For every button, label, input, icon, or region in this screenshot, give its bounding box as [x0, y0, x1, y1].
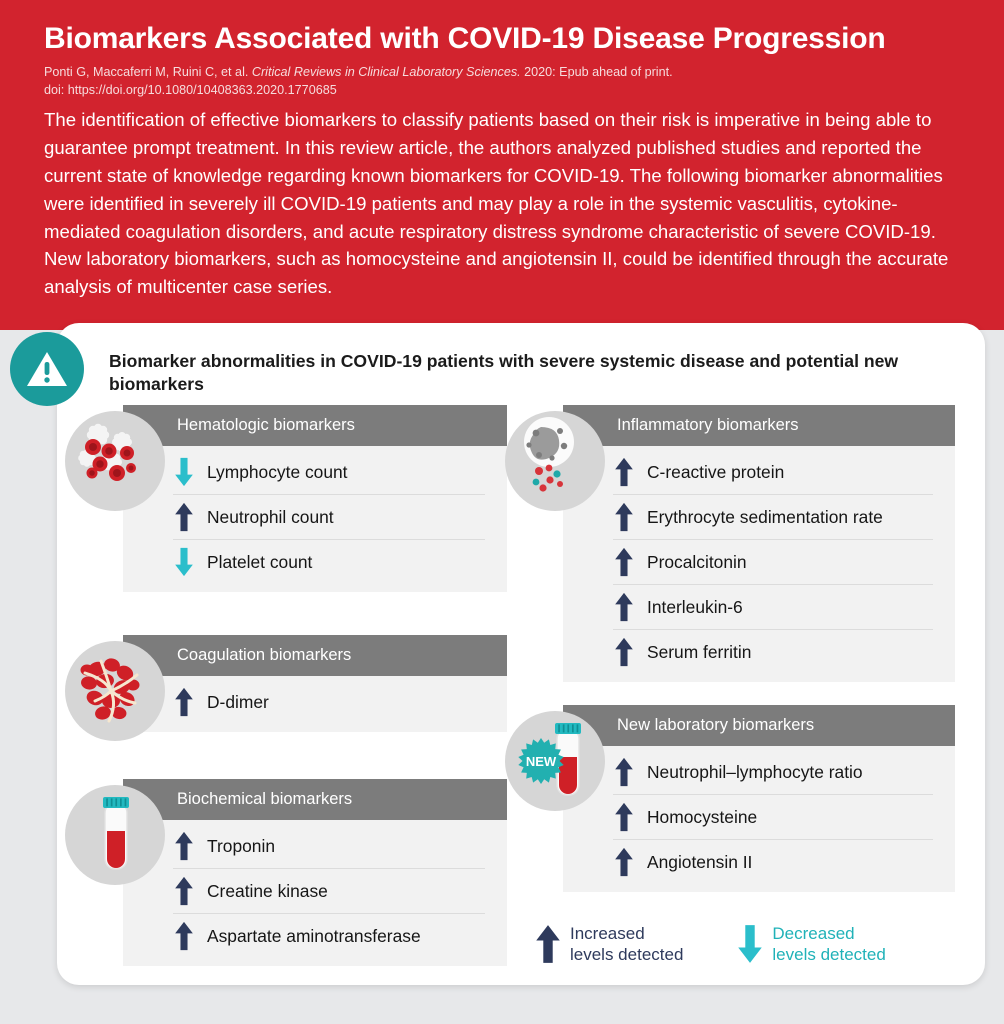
inflammatory-cell-icon — [505, 411, 605, 511]
blood-test-tube-icon — [65, 785, 165, 885]
legend-increased — [535, 923, 683, 966]
biomarker-card — [57, 323, 985, 985]
biomarker-row[interactable] — [613, 539, 933, 584]
svg-text:NEW: NEW — [525, 754, 557, 769]
warning-badge — [10, 332, 84, 406]
group-header-coagulation — [123, 635, 507, 676]
biomarker-label: Aspartate aminotransferase — [207, 925, 421, 946]
biomarker-row[interactable] — [613, 450, 933, 494]
arrow-up-icon — [173, 921, 195, 951]
hero-banner — [0, 0, 1004, 330]
group-header-label: Coagulation biomarkers — [177, 646, 352, 664]
biomarker-label: Lymphocyte count — [207, 461, 348, 482]
group-header-label: New laboratory biomarkers — [617, 716, 815, 734]
citation-doi[interactable]: doi: https://doi.org/10.1080/10408363.2020.1770685 — [44, 83, 337, 98]
arrow-up-icon — [173, 502, 195, 532]
biomarker-label: Procalcitonin — [647, 551, 747, 572]
card-title: Biomarker abnormalities in COVID-19 patients with severe systemic disease and potential new biomarkers — [109, 351, 899, 395]
arrow-up-icon — [613, 847, 635, 877]
arrow-up-icon — [613, 757, 635, 787]
group-header-inflammatory — [563, 405, 955, 446]
biomarker-row[interactable] — [173, 913, 485, 958]
arrow-up-icon — [613, 457, 635, 487]
biomarker-row[interactable] — [173, 494, 485, 539]
biomarker-label: Interleukin-6 — [647, 596, 743, 617]
arrow-up-icon — [613, 802, 635, 832]
biomarker-label: Angiotensin II — [647, 851, 753, 872]
group-header-hematologic — [123, 405, 507, 446]
legend — [535, 923, 886, 966]
biomarker-row[interactable] — [173, 539, 485, 584]
biomarker-label: Platelet count — [207, 551, 313, 572]
group-body-new-laboratory — [563, 746, 955, 892]
group-body-biochemical — [123, 820, 507, 966]
arrow-up-icon — [173, 831, 195, 861]
group-body-hematologic — [123, 446, 507, 592]
blood-clot-icon — [65, 641, 165, 741]
biomarker-row[interactable] — [613, 494, 933, 539]
legend-decreased-line1: Decreased — [772, 924, 855, 943]
arrow-up-icon — [173, 687, 195, 717]
group-header-label: Inflammatory biomarkers — [617, 416, 799, 434]
citation-journal: Critical Reviews in Clinical Laboratory Sciences. — [251, 65, 521, 79]
biomarker-row[interactable] — [613, 584, 933, 629]
group-body-inflammatory — [563, 446, 955, 682]
arrow-up-icon — [613, 547, 635, 577]
legend-decreased-text — [772, 923, 885, 966]
group-body-coagulation — [123, 676, 507, 732]
page-title: Biomarkers Associated with COVID-19 Disease Progression — [44, 22, 886, 55]
arrow-down-icon — [173, 547, 195, 577]
arrow-up-icon — [613, 592, 635, 622]
group-header-label: Hematologic biomarkers — [177, 416, 355, 434]
arrow-up-icon — [613, 637, 635, 667]
legend-increased-line2: levels detected — [570, 945, 684, 965]
arrow-up-icon — [535, 924, 561, 964]
legend-increased-text — [570, 923, 683, 966]
group-header-new-laboratory — [563, 705, 955, 746]
biomarker-row[interactable] — [173, 868, 485, 913]
biomarker-row[interactable] — [613, 794, 933, 839]
biomarker-row[interactable] — [173, 824, 485, 868]
legend-decreased-line2: levels detected — [772, 945, 886, 965]
arrow-up-icon — [613, 502, 635, 532]
legend-increased-line1: Increased — [570, 924, 645, 943]
arrow-down-icon — [173, 457, 195, 487]
group-header-biochemical — [123, 779, 507, 820]
arrow-down-icon — [737, 924, 763, 964]
biomarker-label: Homocysteine — [647, 806, 758, 827]
biomarker-row[interactable] — [613, 750, 933, 794]
citation-authors: Ponti G, Maccaferri M, Ruini C, et al. — [44, 65, 249, 79]
biomarker-row[interactable] — [173, 680, 485, 724]
biomarker-label: Neutrophil–lymphocyte ratio — [647, 761, 863, 782]
biomarker-label: Troponin — [207, 835, 275, 856]
biomarker-label: Serum ferritin — [647, 641, 752, 662]
biomarker-label: C-reactive protein — [647, 461, 785, 482]
new-test-tube-icon — [505, 711, 605, 811]
abstract-paragraph: The identification of effective biomarkers to classify patients based on their risk is imperative in being able to guarantee prompt treatment. In this review article, the authors analyzed published studies and reported the current state of knowledge regarding known biomarkers for COVID-19. The following biomarker abnormalities were identified in severely ill COVID-19 patients and may play a role in the systemic vasculitis, cytokine-mediated coagulation disorders, and acute respiratory distress syndrome characteristic of severe COVID-19. New laboratory biomarkers, such as homocysteine and angiotensin II, could be identified through the accurate analysis of multicenter case series. — [44, 109, 949, 298]
blood-cells-icon — [65, 411, 165, 511]
biomarker-row[interactable] — [173, 450, 485, 494]
biomarker-row[interactable] — [613, 629, 933, 674]
biomarker-label: Creatine kinase — [207, 880, 328, 901]
arrow-up-icon — [173, 876, 195, 906]
biomarker-label: D-dimer — [207, 691, 269, 712]
citation-year: 2020: Epub ahead of print. — [524, 65, 673, 79]
citation — [44, 63, 904, 100]
biomarker-label: Erythrocyte sedimentation rate — [647, 506, 883, 527]
legend-decreased — [737, 923, 885, 966]
warning-triangle-icon — [25, 349, 69, 389]
biomarker-label: Neutrophil count — [207, 506, 334, 527]
biomarker-row[interactable] — [613, 839, 933, 884]
group-header-label: Biochemical biomarkers — [177, 790, 353, 808]
